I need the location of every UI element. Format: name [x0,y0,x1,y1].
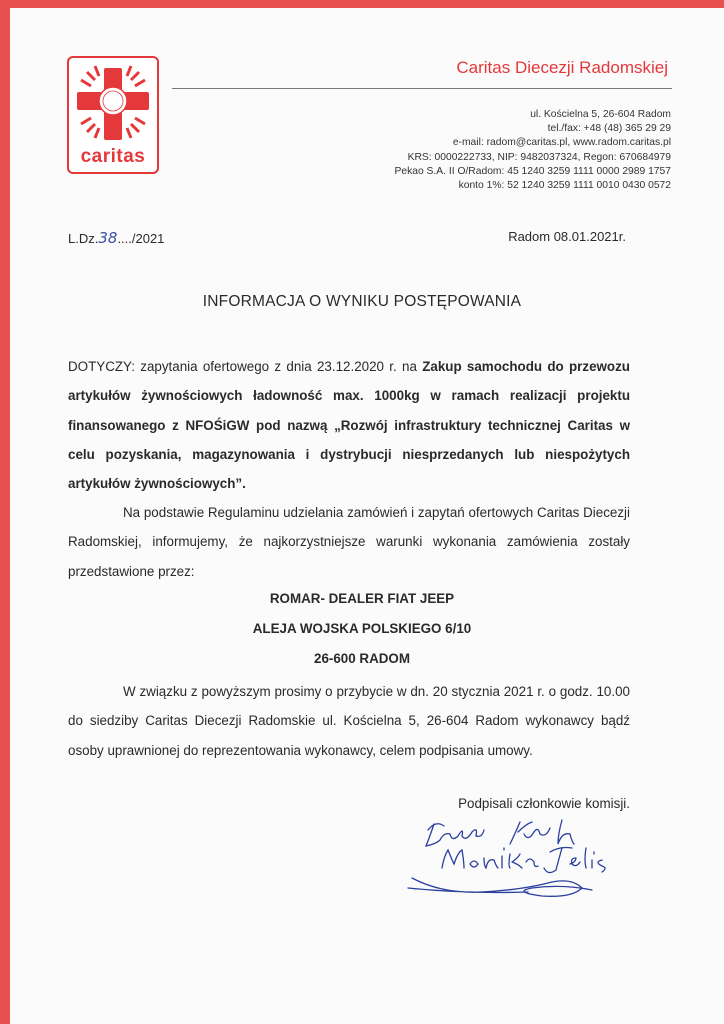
handwritten-signatures [400,808,650,918]
reference-number [68,229,164,247]
document-title: INFORMACJA O WYNIKU POSTĘPOWANIA [202,293,522,310]
reference-suffix: ..../2021 [117,231,165,246]
contact-donation-account: konto 1%: 52 1240 3259 1111 0010 0430 0572 [458,180,671,192]
contact-bank-account: Pekao S.A. II O/Radom: 45 1240 3259 1111 0000 2989 1757 [394,165,671,177]
winner-city: 26-600 RADOM [314,651,410,666]
contact-registry: KRS: 0000222733, NIP: 9482037324, Regon: 670684979 [407,151,671,163]
contact-phone: tel./fax: +48 (48) 365 29 29 [547,123,671,135]
signers-label: Podpisali członkowie komisji. [458,796,630,811]
contact-address: ul. Kościelna 5, 26-604 Radom [530,109,671,120]
header-divider [172,88,672,89]
invitation-paragraph: W związku z powyższym prosimy o przybycie w dn. 20 stycznia 2021 r. o godz. 10.00 do siedziby Caritas Diecezji Radomskie ul. Kościelna 5, 26-604 Radom wykonawcy bądź osoby uprawnionej do reprezentowania wykonawcy, celem podpisania umowy. [68,684,630,758]
info-paragraph: Na podstawie Regulaminu udzielania zamówień i zapytań ofertowych Caritas Diecezji Radomskiej, informujemy, że najkorzystniejsze warunki wykonania zamówienia zostały przedstawione przez: [68,505,630,579]
reference-prefix: L.Dz. [68,231,99,246]
logo-wordmark: caritas [80,146,146,167]
signature-underline-scribble [408,878,592,896]
subject-paragraph [68,352,630,498]
contact-block [394,108,671,193]
subject-lead: DOTYCZY: zapytania ofertowego z dnia 23.12.2020 r. na [68,359,423,374]
signature-izabela-kuch [426,820,574,846]
winner-street: ALEJA WOJSKA POLSKIEGO 6/10 [252,621,472,636]
letter-date: Radom 08.01.2021r. [508,229,626,244]
contact-email: e-mail: radom@caritas.pl, www.radom.caritas.pl [452,137,671,149]
reference-handwritten-number: 38 [98,229,118,247]
subject-bold: Zakup samochodu do przewozu artykułów żywnościowych ładowność max. 1000kg w ramach realizacji projektu finansowanego z NFOŚiGW pod nazwą „Rozwój infrastruktury technicznej Caritas w celu pozyskania, magazynowania i dystrybucji niesprzedanych lub niespożytych artykułów żywnościowych”. [68,359,630,492]
caritas-logo [67,56,159,174]
signature-monika-jelis [442,848,605,873]
organization-name: Caritas Diecezji Radomskiej [456,58,668,77]
winner-name: ROMAR- DEALER FIAT JEEP [269,591,455,606]
caritas-cross-icon [73,62,153,144]
